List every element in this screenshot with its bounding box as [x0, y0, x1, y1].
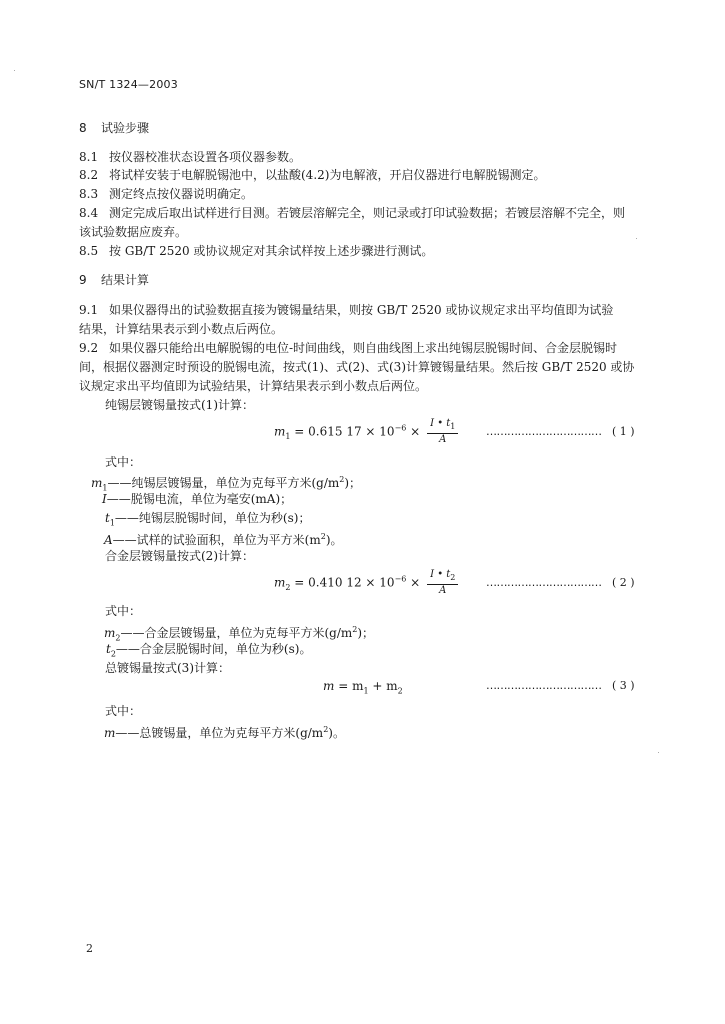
clause-text: 测定完成后取出试样进行目测。若镀层溶解完全，则记录或打印试验数据；若镀层溶解不完全，则 [109, 206, 626, 220]
clause-number: 8.2 [79, 168, 99, 182]
definition-t2 [106, 642, 311, 661]
fraction-numerator [427, 418, 458, 434]
formula-symbol: m [323, 679, 335, 693]
formula-operator: × [406, 424, 421, 439]
def-end: )； [357, 626, 375, 640]
formula-2-intro: 合金层镀锡量按式(2)计算： [105, 549, 254, 563]
fraction-denominator [427, 585, 458, 597]
def-end: )。 [325, 533, 343, 547]
denominator-text: A [439, 585, 447, 596]
def-subscript: 2 [115, 633, 121, 643]
def-text: ——脱锡电流，单位为毫安(mA)； [106, 492, 293, 506]
clause-8-4-continued: 该试验数据应废弃。 [79, 225, 188, 239]
def-text: ——合金层脱锡时间，单位为秒(s)。 [115, 642, 312, 656]
clause-number: 8.3 [79, 187, 99, 201]
clause-text: 测定终点按仪器说明确定。 [109, 187, 254, 201]
numerator-subscript: 2 [450, 573, 456, 582]
def-text: ——总镀锡量，单位为克每平方米(g/m [115, 726, 324, 740]
definition-I [102, 492, 292, 506]
clause-text: 如果仪器得出的试验数据直接为镀锡量结果，则按 GB/T 2520 或协议规定求出平均值即为试验 [109, 303, 614, 317]
formula-expression: = 0.410 12 × 10 [290, 575, 395, 590]
section-title: 试验步骤 [101, 121, 150, 135]
formula-1 [274, 418, 458, 446]
def-symbol: m [104, 626, 116, 640]
clause-text: 如果仪器只能给出电解脱锡的电位-时间曲线，则自曲线图上求出纯锡层脱锡时间、合金层脱锡时 [109, 341, 618, 355]
formula-2-leader-dots: …………………………… [486, 576, 602, 589]
def-end: )； [344, 476, 362, 490]
clause-9-1 [79, 303, 613, 317]
def-text: ——纯锡层镀锡量，单位为克每平方米(g/m [107, 476, 340, 490]
where-label-3: 式中： [105, 704, 142, 718]
def-unit-superscript: 2 [323, 725, 329, 734]
denominator-text: A [439, 434, 447, 445]
formula-symbol: m [274, 575, 286, 590]
def-symbol: A [104, 533, 113, 547]
page-number: 2 [86, 942, 93, 955]
def-symbol: I [102, 492, 107, 506]
def-text: ——纯锡层脱锡时间，单位为秒(s)； [114, 511, 311, 525]
formula-2-number: ( 2 ) [612, 576, 635, 589]
formula-operator: × [406, 575, 421, 590]
section-number: 9 [79, 273, 87, 287]
clause-8-5 [79, 244, 433, 258]
formula-3 [323, 679, 403, 698]
clause-9-2 [79, 341, 617, 355]
clause-text: 按仪器校准状态设置各项仪器参数。 [109, 150, 302, 164]
formula-3-number: ( 3 ) [612, 679, 635, 692]
scan-speck [14, 70, 15, 71]
formula-fraction [427, 569, 458, 597]
fraction-denominator [427, 434, 458, 446]
formula-exponent: −6 [394, 423, 407, 433]
numerator-text: I • t [430, 418, 451, 429]
clause-number: 8.4 [79, 206, 99, 220]
clause-number: 8.5 [79, 244, 99, 258]
formula-1-number: ( 1 ) [612, 425, 635, 438]
fraction-numerator [427, 569, 458, 585]
clause-text: 将试样安装于电解脱锡池中，以盐酸(4.2)为电解液，开启仪器进行电解脱锡测定。 [109, 168, 546, 182]
clause-number: 9.2 [79, 341, 99, 355]
def-symbol: m [91, 476, 103, 490]
section-number: 8 [79, 121, 87, 135]
clause-8-2 [79, 168, 545, 182]
formula-subscript: 2 [397, 686, 403, 696]
def-subscript: 1 [109, 518, 115, 528]
def-subscript: 2 [110, 649, 116, 659]
def-text: ——试样的试验面积，单位为平方米(m [112, 533, 321, 547]
clause-8-1 [79, 150, 301, 164]
def-end: )。 [328, 726, 345, 740]
clause-number: 8.1 [79, 150, 99, 164]
formula-exponent: −6 [394, 574, 407, 584]
document-code: SN/T 1324—2003 [79, 78, 178, 91]
scan-speck [658, 752, 659, 753]
def-text: ——合金层镀锡量，单位为克每平方米(g/m [120, 626, 353, 640]
formula-3-leader-dots: …………………………… [486, 679, 602, 692]
clause-9-2-continued-1: 间，根据仪器测定时预设的脱锡电流，按式(1)、式(2)、式(3)计算镀锡量结果。然后按 GB/T 2520 或协 [79, 360, 635, 374]
clause-8-4 [79, 206, 625, 220]
definition-m [104, 723, 345, 740]
def-symbol: t [105, 511, 110, 525]
clause-number: 9.1 [79, 303, 99, 317]
formula-expression: = m [334, 679, 364, 693]
formula-symbol: m [274, 424, 286, 439]
definition-A [104, 530, 343, 547]
def-unit-superscript: 2 [320, 532, 326, 541]
formula-1-intro: 纯锡层镀锡量按式(1)计算： [105, 398, 254, 412]
section-9-heading [79, 273, 149, 287]
def-subscript: 1 [102, 483, 108, 493]
where-label-1: 式中： [105, 455, 142, 469]
formula-subscript: 2 [285, 582, 291, 592]
clause-text: 按 GB/T 2520 或协议规定对其余试样按上述步骤进行测试。 [109, 244, 434, 258]
definition-t1 [105, 511, 310, 530]
clause-8-3 [79, 187, 253, 201]
formula-subscript: 1 [285, 431, 291, 441]
section-8-heading [79, 121, 149, 135]
def-unit-superscript: 2 [339, 475, 345, 484]
where-label-2: 式中： [105, 604, 142, 618]
clause-9-2-continued-2: 议规定求出平均值即为试验结果，计算结果表示到小数点后两位。 [79, 379, 428, 393]
def-unit-superscript: 2 [352, 625, 358, 634]
formula-1-leader-dots: …………………………… [486, 425, 602, 438]
formula-2 [274, 569, 458, 597]
section-title: 结果计算 [101, 273, 150, 287]
clause-9-1-continued: 结果，计算结果表示到小数点后两位。 [79, 322, 284, 336]
formula-expression: + m [368, 679, 398, 693]
numerator-subscript: 1 [450, 422, 456, 431]
def-symbol: t [106, 642, 111, 656]
formula-subscript: 1 [363, 686, 369, 696]
def-symbol: m [104, 726, 116, 740]
scan-speck [636, 238, 637, 239]
numerator-text: I • t [430, 569, 451, 580]
formula-expression: = 0.615 17 × 10 [290, 424, 395, 439]
formula-fraction [427, 418, 458, 446]
formula-3-intro: 总镀锡量按式(3)计算： [105, 661, 230, 675]
